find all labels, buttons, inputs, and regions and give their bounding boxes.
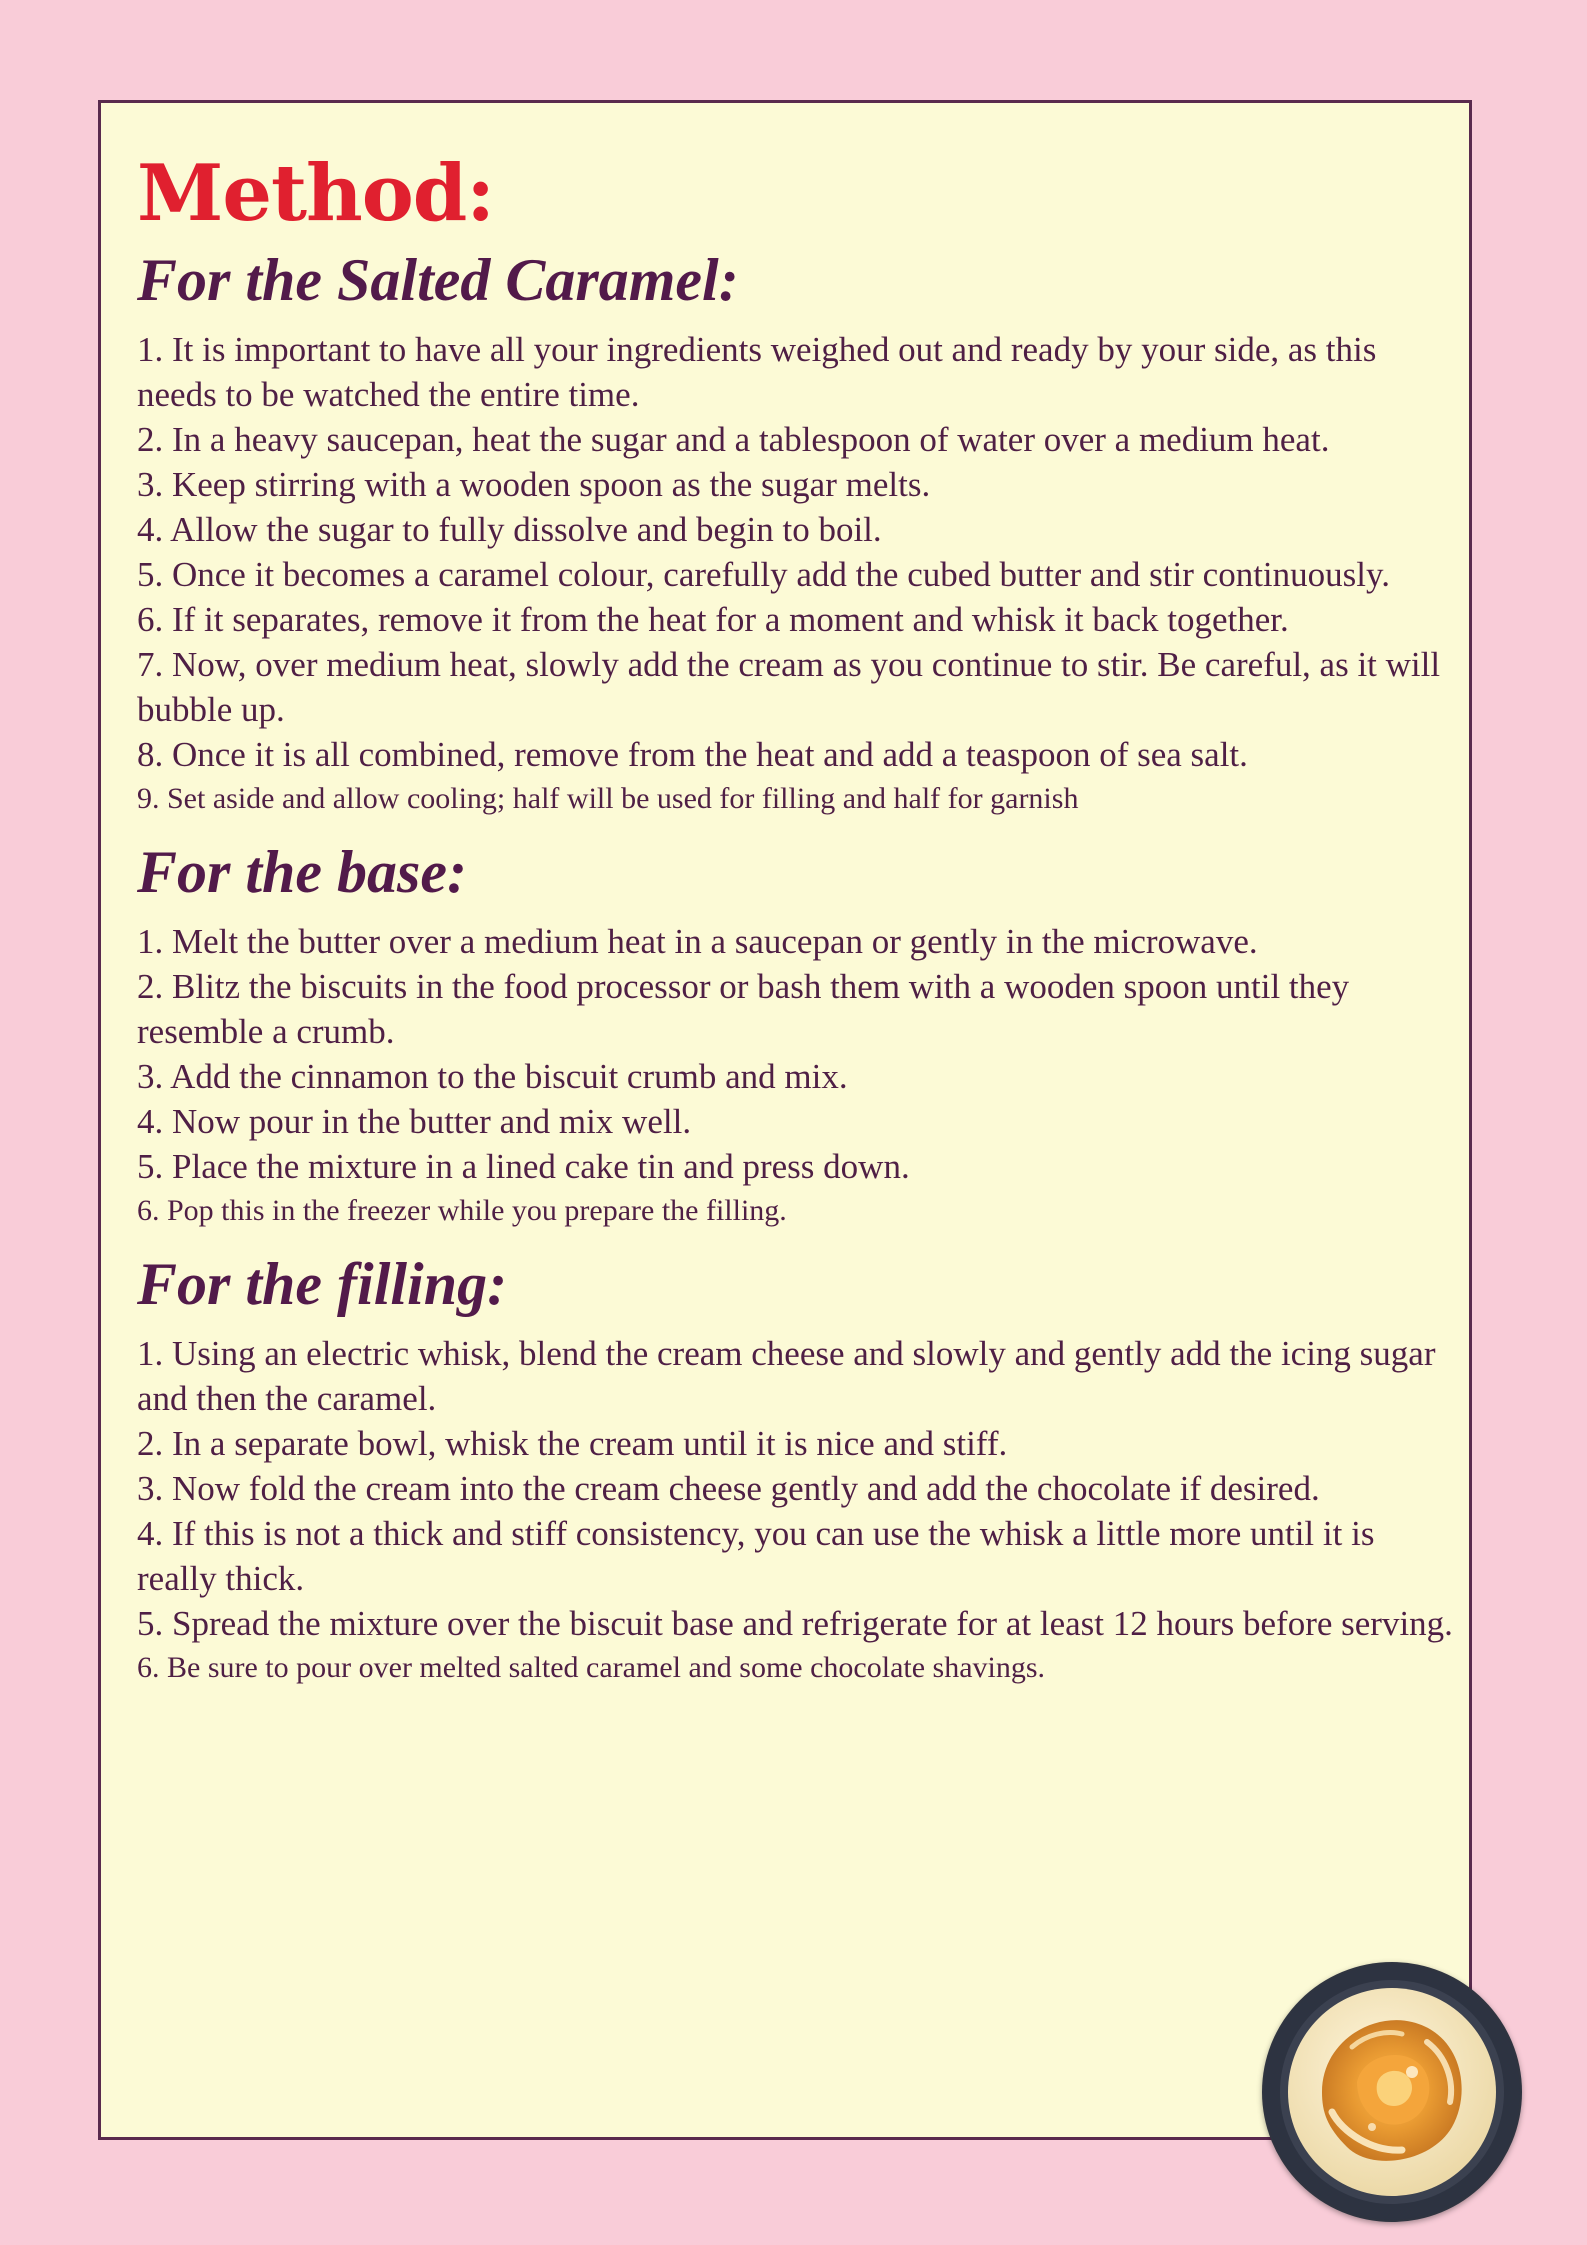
- section-heading: For the filling:: [137, 1251, 508, 1317]
- step-item: 3. Keep stirring with a wooden spoon as the sugar melts.: [137, 465, 931, 504]
- section-base: [137, 839, 1457, 1233]
- step-item: 5. Spread the mixture over the biscuit base and refrigerate for at least 12 hours before serving.: [137, 1604, 1453, 1643]
- step-item: 4. If this is not a thick and stiff consistency, you can use the whisk a little more until it is really thick.: [137, 1514, 1375, 1598]
- step-item: 7. Now, over medium heat, slowly add the cream as you continue to stir. Be careful, as it will bubble up.: [137, 645, 1441, 729]
- step-item: 1. Using an electric whisk, blend the cream cheese and slowly and gently add the icing sugar and then the caramel.: [137, 1334, 1436, 1418]
- step-item: 4. Allow the sugar to fully dissolve and begin to boil.: [137, 510, 882, 549]
- step-item: 3. Add the cinnamon to the biscuit crumb and mix.: [137, 1057, 848, 1096]
- step-item: 2. In a heavy saucepan, heat the sugar and a tablespoon of water over a medium heat.: [137, 420, 1330, 459]
- step-item: 9. Set aside and allow cooling; half will be used for filling and half for garnish: [137, 782, 1079, 815]
- page-title: Method:: [137, 148, 495, 239]
- section-heading: For the base:: [137, 839, 467, 905]
- step-item: 5. Place the mixture in a lined cake tin and press down.: [137, 1147, 910, 1186]
- step-item: 1. Melt the butter over a medium heat in a saucepan or gently in the microwave.: [137, 922, 1258, 961]
- step-item: 2. Blitz the biscuits in the food processor or bash them with a wooden spoon until they resemble a crumb.: [137, 967, 1350, 1051]
- steps-list: [137, 327, 1457, 821]
- section-filling: [137, 1251, 1457, 1690]
- step-item: 6. If it separates, remove it from the heat for a moment and whisk it back together.: [137, 600, 1289, 639]
- step-item: 2. In a separate bowl, whisk the cream until it is nice and stiff.: [137, 1424, 1008, 1463]
- step-item: 3. Now fold the cream into the cream cheese gently and add the chocolate if desired.: [137, 1469, 1320, 1508]
- step-item: 1. It is important to have all your ingredients weighed out and ready by your side, as this needs to be watched the entire time.: [137, 330, 1377, 414]
- cheesecake-photo-icon: [1262, 1962, 1522, 2222]
- step-item: 6. Be sure to pour over melted salted caramel and some chocolate shavings.: [137, 1651, 1046, 1684]
- steps-list: [137, 919, 1457, 1233]
- section-salted-caramel: [137, 247, 1457, 821]
- step-item: 8. Once it is all combined, remove from the heat and add a teaspoon of sea salt.: [137, 735, 1248, 774]
- section-heading: For the Salted Caramel:: [137, 247, 739, 313]
- recipe-content: [137, 148, 1457, 1708]
- steps-list: [137, 1331, 1457, 1690]
- recipe-card: [98, 100, 1472, 2140]
- step-item: 6. Pop this in the freezer while you prepare the filling.: [137, 1194, 787, 1227]
- step-item: 4. Now pour in the butter and mix well.: [137, 1102, 692, 1141]
- step-item: 5. Once it becomes a caramel colour, carefully add the cubed butter and stir continuously.: [137, 555, 1390, 594]
